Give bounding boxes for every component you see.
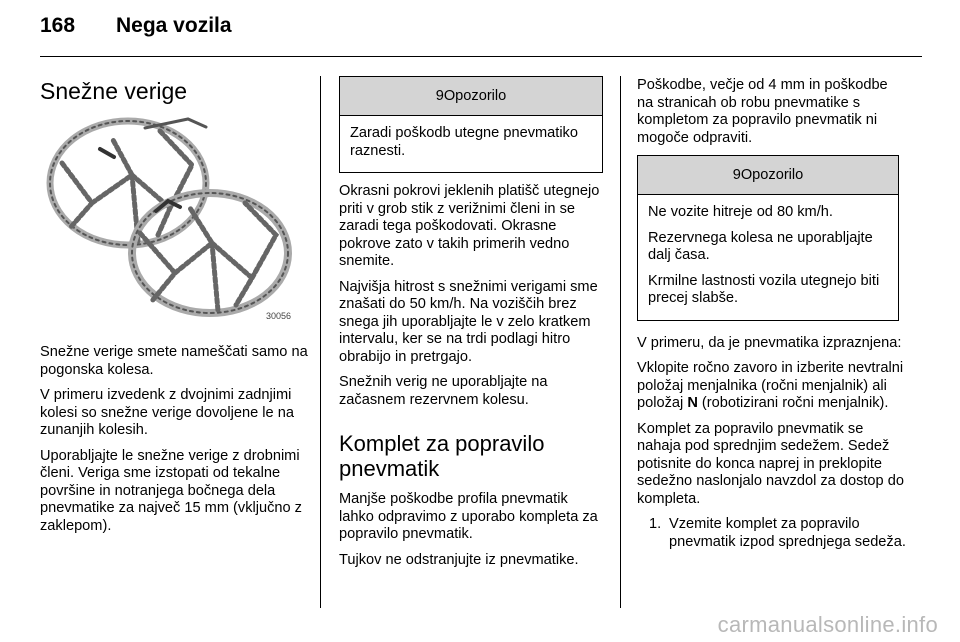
page-title: Snežne verige bbox=[40, 78, 188, 104]
warning-text: Ne vozite hitreje od 80 km/h. bbox=[648, 204, 833, 220]
paragraph: V primeru izvedenk z dvojnimi zadnjimi kolesi so snežne verige dovoljene le na zunanjih kolesih. bbox=[40, 387, 294, 438]
section-heading: Komplet za popravilo pnevmatik bbox=[339, 431, 545, 481]
text-run: Vklopite ročno zavoro in izberite nevtralni položaj menjalnika (ročni menjalnik) ali položaj bbox=[637, 360, 904, 411]
figure-number: 30056 bbox=[266, 311, 292, 321]
paragraph: Poškodbe, večje od 4 mm in poškodbe na stranicah ob robu pnevmatike s kompletom za popravilo pnevmatik ni mogoče odpraviti. bbox=[637, 77, 888, 146]
header-rule bbox=[40, 56, 922, 57]
warning-body bbox=[638, 195, 898, 320]
column-3 bbox=[637, 77, 907, 551]
section-title: Nega vozila bbox=[116, 14, 232, 37]
column-divider-2 bbox=[620, 76, 621, 608]
warning-body bbox=[340, 116, 602, 172]
paragraph: V primeru, da je pnevmatika izpraznjena: bbox=[637, 334, 902, 351]
paragraph: Uporabljajte le snežne verige z drobnimi členi. Veriga sme izstopati od tekalne površine in notranjega bočnega dela pnevmatike za največ 15 mm (vključno z zaklepom). bbox=[40, 447, 302, 534]
snow-chains-illustration bbox=[40, 113, 302, 323]
warning-box bbox=[339, 76, 603, 173]
gear-position-label: N bbox=[687, 395, 698, 411]
step-number: 1. bbox=[649, 516, 662, 532]
paragraph: Snežnih verig ne uporabljajte na začasnem rezervnem kolesu. bbox=[339, 374, 548, 408]
warning-header bbox=[638, 156, 898, 195]
column-1-text bbox=[40, 344, 308, 543]
paragraph: Snežne verige smete nameščati samo na pogonska kolesa. bbox=[40, 344, 308, 378]
warning-text: Zaradi poškodb utegne pnevmatiko raznesti. bbox=[350, 125, 578, 159]
warning-label: Opozorilo bbox=[740, 167, 804, 183]
warning-text: Krmilne lastnosti vozila utegnejo biti precej slabše. bbox=[648, 272, 880, 306]
column-2 bbox=[339, 76, 603, 577]
paragraph: Manjše poškodbe profila pnevmatik lahko odpravimo z uporabo kompleta za popravilo pnevmatik. bbox=[339, 491, 598, 542]
step-text: Vzemite komplet za popravilo pnevmatik izpod sprednjega sedeža. bbox=[669, 516, 906, 550]
warning-box bbox=[637, 155, 899, 321]
column-divider-1 bbox=[320, 76, 321, 608]
warning-icon: 9 bbox=[435, 88, 444, 104]
paragraph bbox=[637, 360, 907, 413]
text-run: (robotizirani ročni menjalnik). bbox=[697, 395, 889, 411]
paragraph: Komplet za popravilo pnevmatik se nahaja pod sprednjim sedežem. Sedež potisnite do konca naprej in preklopite sedežno naslonjalo navzdol za dostop do kompleta. bbox=[637, 420, 904, 507]
paragraph: Okrasni pokrovi jeklenih platišč utegnejo priti v grob stik z verižnimi členi in se zaradi tega poškodovati. Okrasne pokrove zato v takih primerih vedno snemite. bbox=[339, 183, 600, 269]
warning-label: Opozorilo bbox=[443, 88, 507, 104]
warning-text: Rezervnega kolesa ne uporabljajte dalj časa. bbox=[648, 229, 873, 263]
warning-icon: 9 bbox=[732, 167, 741, 183]
paragraph: Najvišja hitrost s snežnimi verigami sme znašati do 50 km/h. Na voziščih brez snega jih uporabljajte le v zelo kratkem intervalu, ker se na trdi podlagi hitro obrabijo in pretrgajo. bbox=[339, 278, 598, 365]
warning-header bbox=[340, 77, 602, 116]
watermark: carmanualsonline.info bbox=[717, 612, 938, 637]
page-header bbox=[40, 14, 232, 38]
paragraph: Tujkov ne odstranjujte iz pnevmatike. bbox=[339, 551, 579, 568]
page-number: 168 bbox=[40, 14, 76, 37]
step-item bbox=[637, 516, 907, 551]
